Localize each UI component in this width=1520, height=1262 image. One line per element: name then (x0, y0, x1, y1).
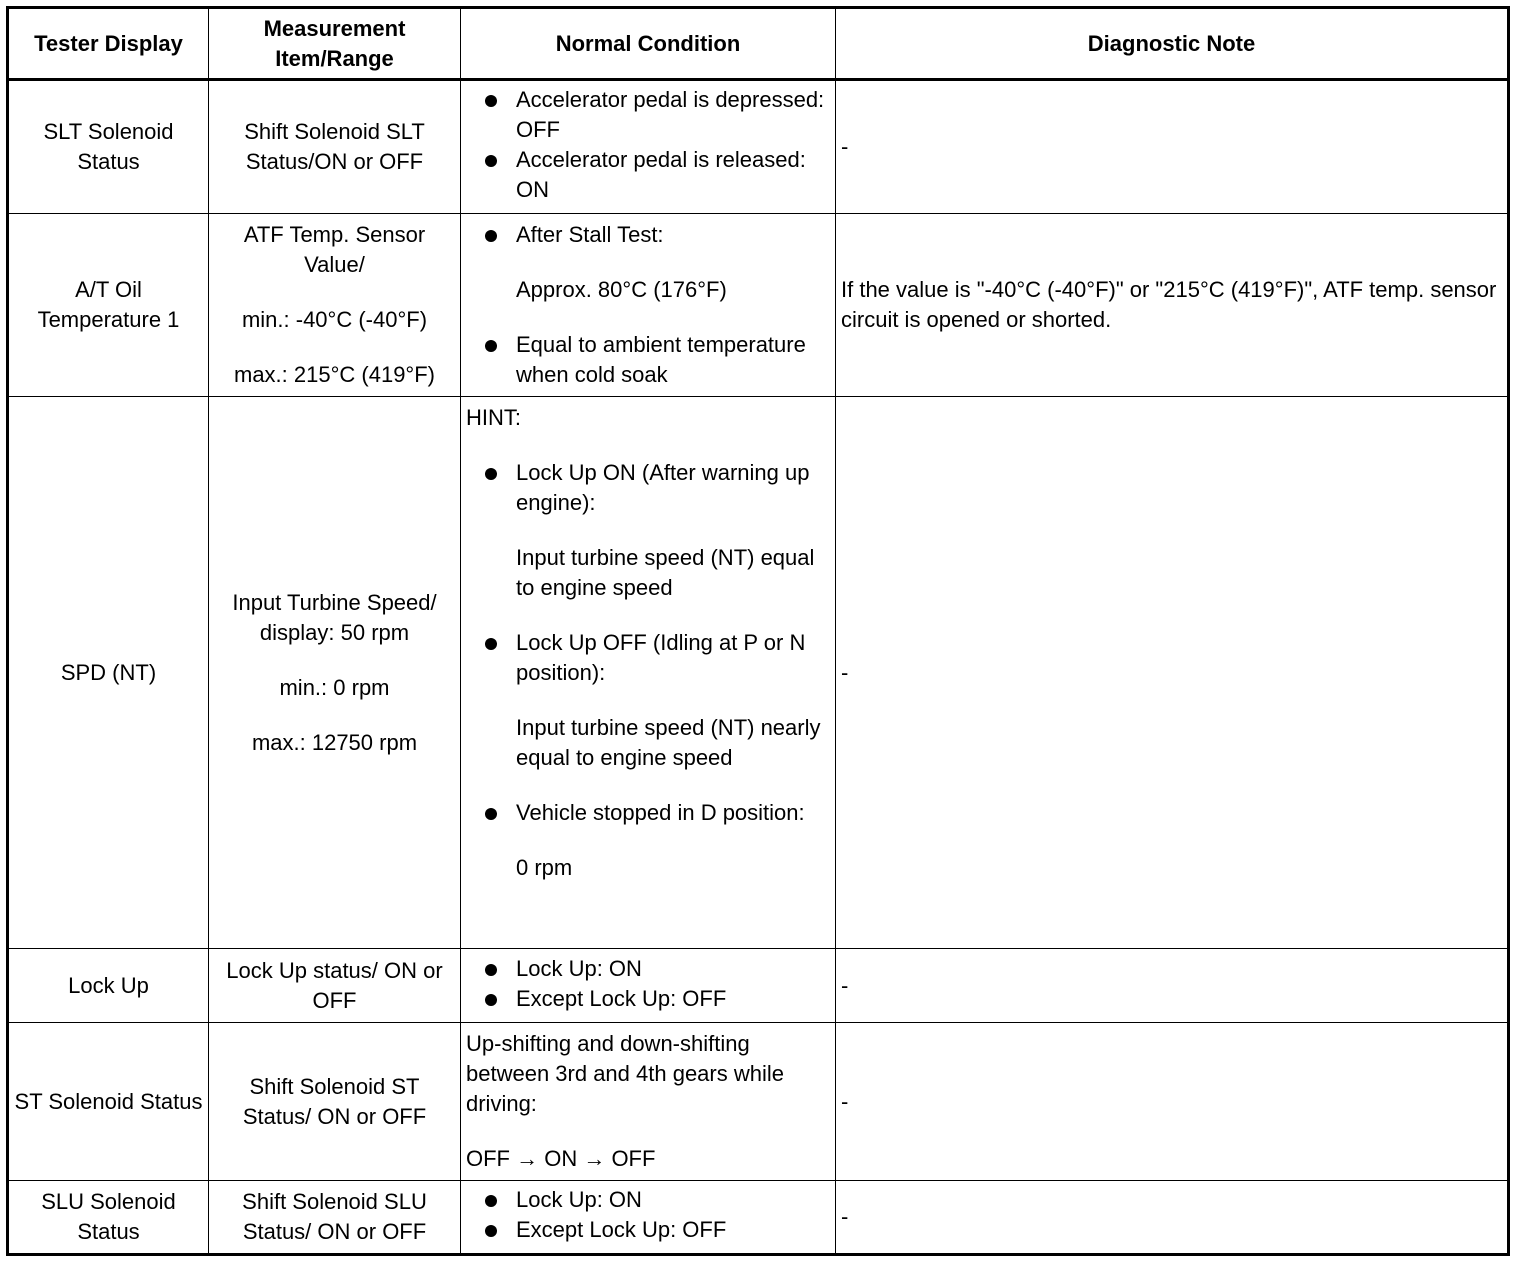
measurement-text: ATF Temp. Sensor Value/ (243, 222, 426, 277)
condition-bullet-detail: Approx. 80°C (176°F) (516, 277, 727, 302)
condition-text: Up-shifting and down-shifting between 3rd and 4th gears while driving: (466, 1031, 784, 1116)
diagnostic-note-cell: If the value is "-40°C (-40°F)" or "215°C (419°F)", ATF temp. sensor circuit is opened or shorted. (836, 214, 1509, 397)
condition-bullet (466, 798, 830, 883)
table-row (8, 949, 1509, 1023)
measurement-max: max.: 12750 rpm (251, 729, 418, 755)
normal-condition-cell (461, 80, 836, 214)
measurement-cell (209, 80, 461, 214)
normal-condition-cell (461, 1023, 836, 1181)
normal-condition-cell (461, 214, 836, 397)
measurement-cell (209, 1181, 461, 1255)
normal-condition-cell (461, 1181, 836, 1255)
diagnostic-note-cell: - (836, 949, 1509, 1023)
measurement-cell (209, 214, 461, 397)
tester-display-cell: SLU Solenoid Status (8, 1181, 209, 1255)
table-row (8, 214, 1509, 397)
table-row (8, 397, 1509, 949)
header-normal-condition: Normal Condition (461, 8, 836, 80)
condition-bullet-detail: Input turbine speed (NT) equal to engine speed (516, 545, 815, 600)
condition-bullet (466, 458, 830, 603)
condition-bullet: Accelerator pedal is released: ON (466, 145, 830, 205)
condition-bullet-detail: Input turbine speed (NT) nearly equal to engine speed (516, 715, 821, 770)
header-diagnostic-note: Diagnostic Note (836, 8, 1509, 80)
measurement-text: Input Turbine Speed/ display: 50 rpm (232, 589, 437, 645)
table-row (8, 1023, 1509, 1181)
measurement-cell (209, 397, 461, 949)
measurement-max: max.: 215°C (419°F) (234, 362, 435, 387)
condition-bullet-text: Lock Up OFF (Idling at P or N position): (516, 630, 806, 685)
tester-display-cell: SPD (NT) (8, 397, 209, 949)
measurement-text: Lock Up status/ ON or OFF (226, 957, 443, 1013)
measurement-text: Shift Solenoid SLT Status/ON or OFF (244, 119, 425, 174)
header-tester-display: Tester Display (8, 8, 209, 80)
condition-bullet (466, 220, 830, 305)
condition-bullet-text: Lock Up ON (After warning up engine): (516, 460, 810, 515)
table-row (8, 80, 1509, 214)
diagnostic-note-cell: - (836, 1181, 1509, 1255)
table-row (8, 1181, 1509, 1255)
condition-bullet-text: After Stall Test: (516, 222, 664, 247)
measurement-text: Shift Solenoid ST Status/ ON or OFF (242, 1073, 427, 1129)
diagnostic-note-cell: - (836, 1023, 1509, 1181)
header-row (8, 8, 1509, 80)
normal-condition-cell (461, 949, 836, 1023)
condition-bullet: Lock Up: ON (466, 954, 830, 984)
condition-bullet: Except Lock Up: OFF (466, 984, 830, 1014)
measurement-text: Shift Solenoid SLU Status/ ON or OFF (242, 1189, 427, 1244)
tester-display-cell: SLT Solenoid Status (8, 80, 209, 214)
diagnostic-note-cell: - (836, 397, 1509, 949)
condition-sequence: OFF → ON → OFF (466, 1146, 656, 1171)
data-list-table (6, 6, 1510, 1256)
header-measurement-item: Measurement Item/Range (209, 8, 461, 80)
condition-bullet-text: Equal to ambient temperature when cold soak (516, 332, 806, 387)
condition-bullet-detail: 0 rpm (516, 855, 573, 880)
measurement-cell (209, 949, 461, 1023)
hint-label: HINT: (466, 405, 521, 430)
condition-bullet: Accelerator pedal is depressed: OFF (466, 85, 830, 145)
measurement-min: min.: 0 rpm (279, 674, 390, 700)
tester-display-cell: ST Solenoid Status (8, 1023, 209, 1181)
condition-bullet: Lock Up: ON (466, 1185, 830, 1215)
tester-display-cell: Lock Up (8, 949, 209, 1023)
tester-display-cell: A/T Oil Temperature 1 (8, 214, 209, 397)
normal-condition-cell (461, 397, 836, 949)
measurement-cell (209, 1023, 461, 1181)
measurement-min: min.: -40°C (-40°F) (241, 307, 428, 332)
condition-bullet (466, 628, 830, 773)
condition-bullet: Except Lock Up: OFF (466, 1215, 830, 1245)
diagnostic-note-cell: - (836, 80, 1509, 214)
condition-bullet-text: Vehicle stopped in D position: (516, 800, 805, 825)
condition-bullet (466, 330, 830, 390)
